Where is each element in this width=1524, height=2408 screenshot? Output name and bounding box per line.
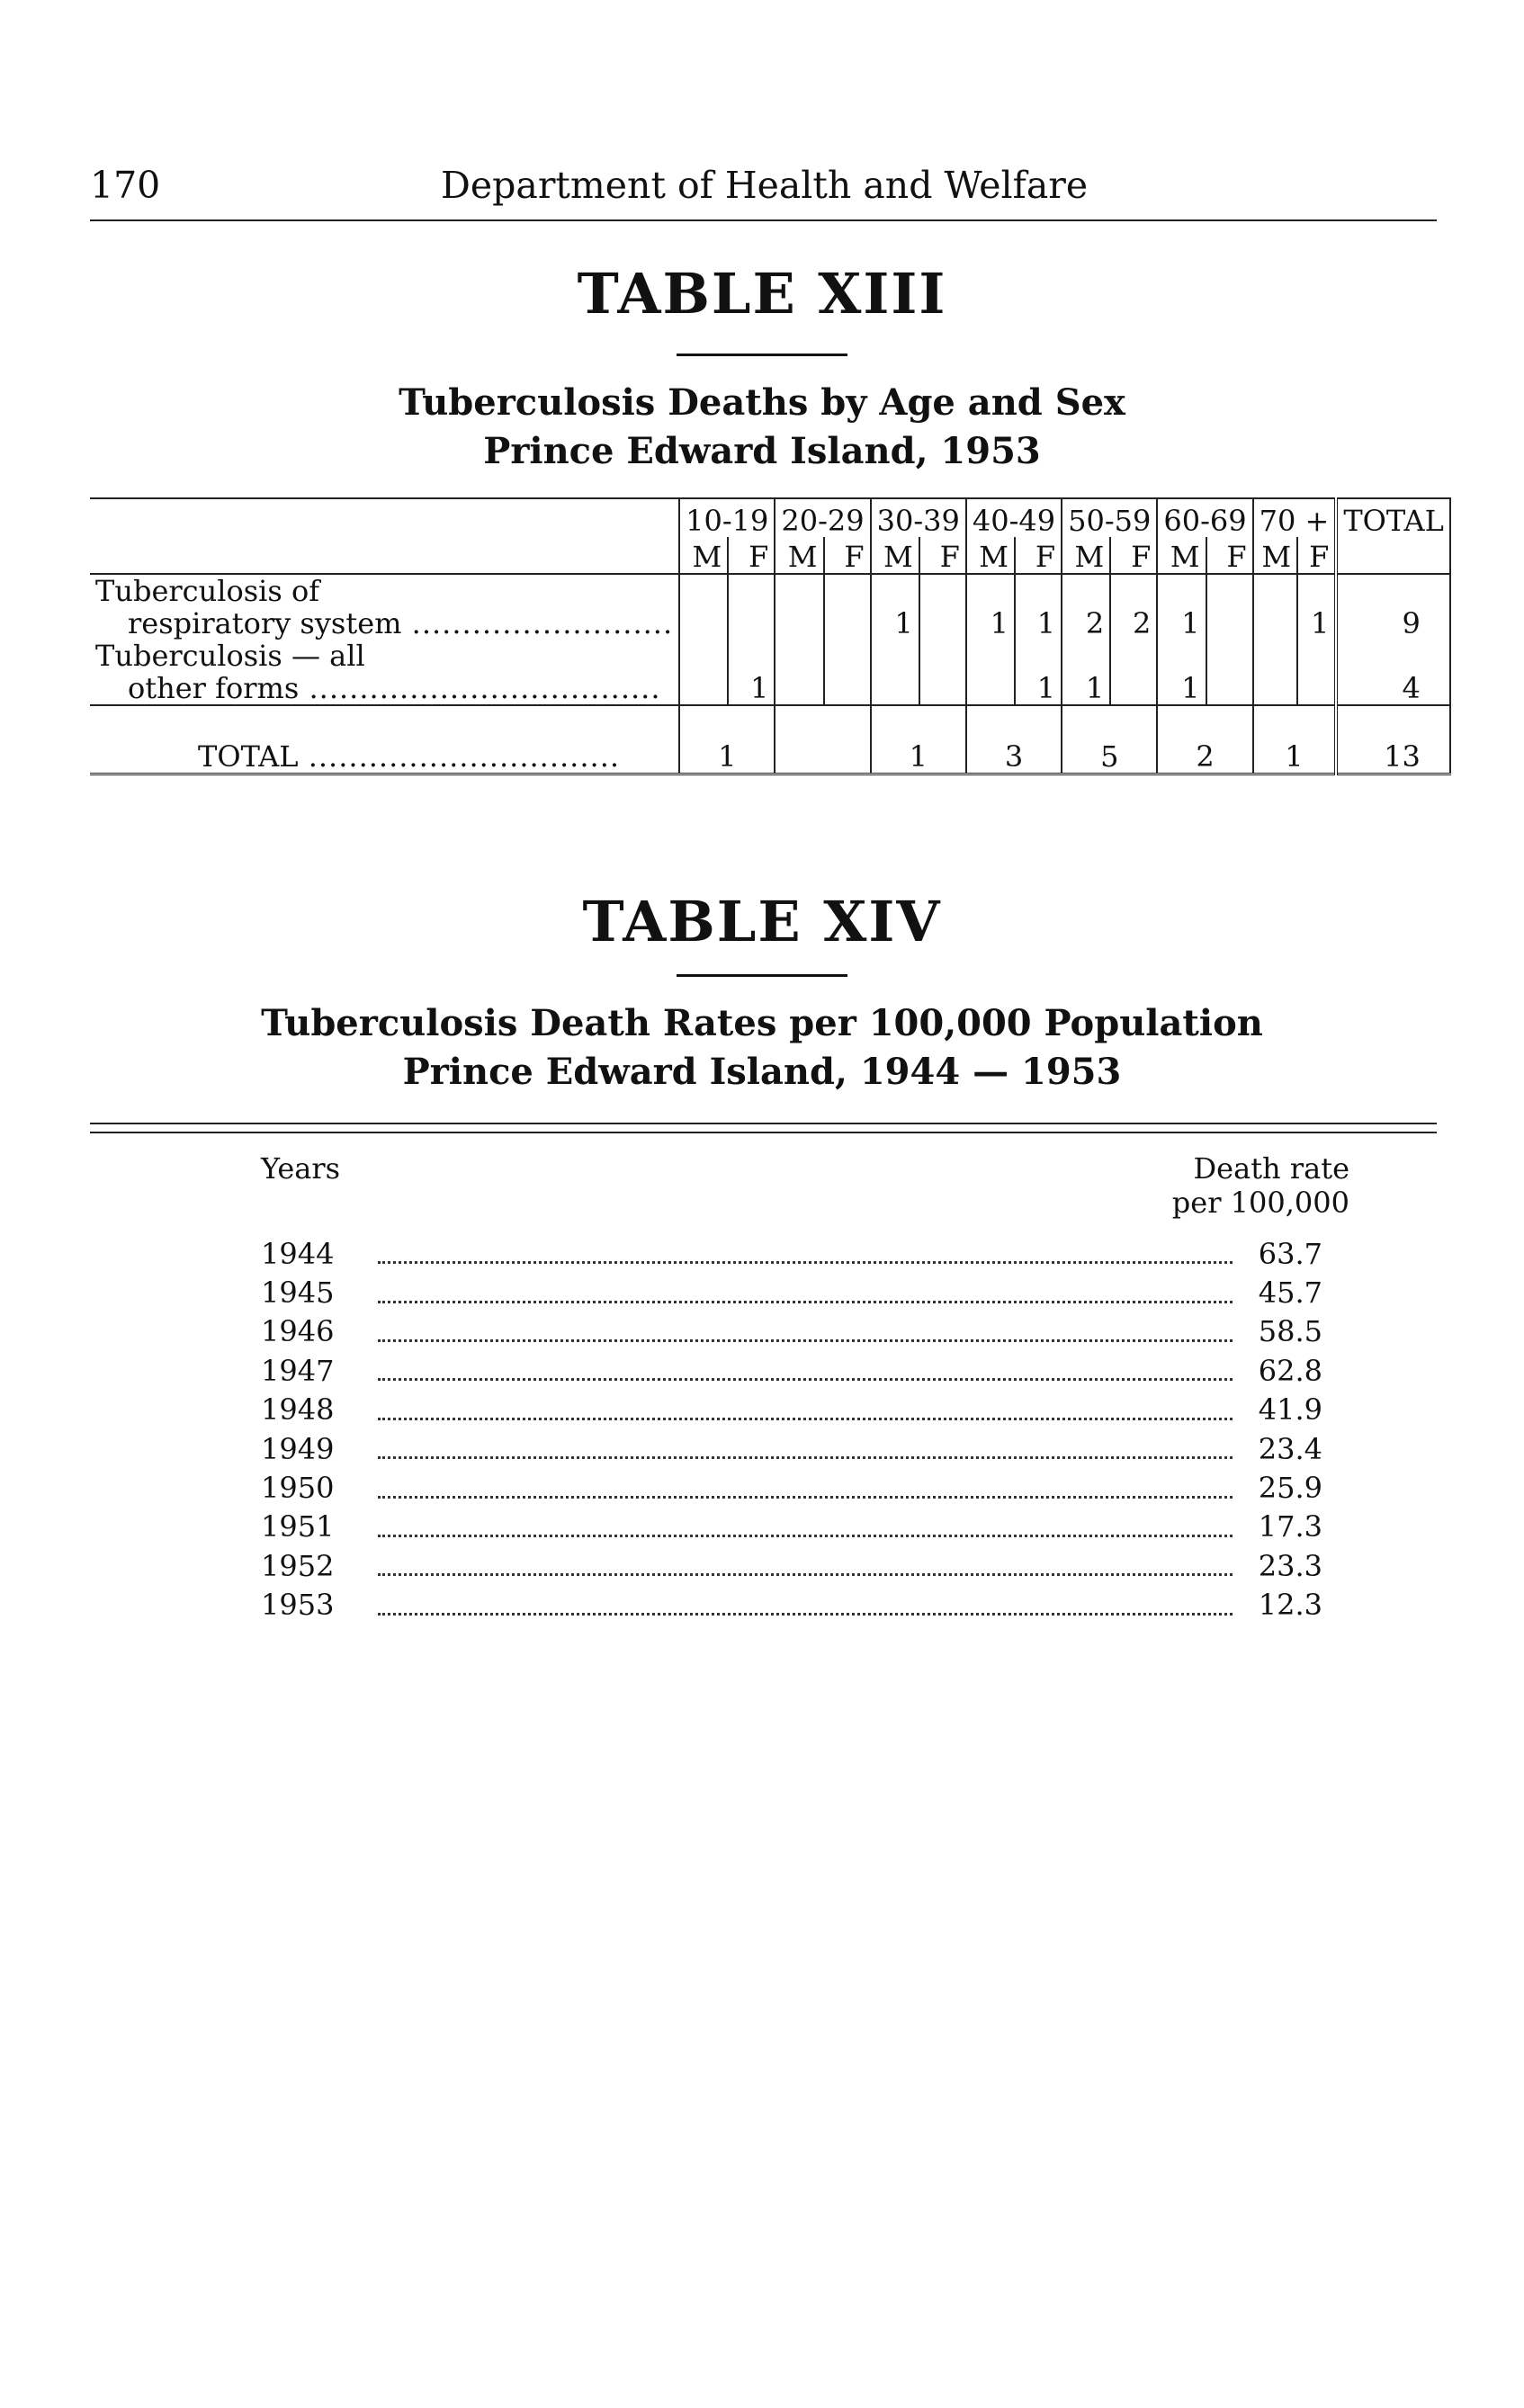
year-cell: 1949 [261,1431,335,1466]
spacer-cell [90,705,679,733]
spacer-cell [679,705,775,733]
age-group-header: 70 + [1253,498,1337,537]
table-13-corner-cell [90,498,679,537]
year-cell: 1951 [261,1509,335,1544]
table-cell [824,574,871,640]
sex-header: F [1110,537,1157,574]
table-cell: 1 [1157,574,1206,640]
running-title: Department of Health and Welfare [441,164,1089,207]
table-13-title: TABLE XIII [577,261,947,327]
rate-cell: 58.5 [1258,1314,1322,1349]
table-cell: 1 [1062,640,1110,705]
spacer-cell [1157,705,1252,733]
table-13-corner-cell [90,537,679,574]
table-14-top-rule [90,1123,1437,1133]
table-cell [1297,640,1336,705]
table-13-title-rule [677,354,847,356]
row-total: 4 [1336,640,1450,705]
leader-dots: ................................... [299,671,661,705]
page-number: 170 [90,164,161,207]
sex-header: F [824,537,871,574]
sex-header: M [1253,537,1298,574]
year-cell: 1953 [261,1588,335,1623]
row-label [90,640,679,705]
rate-cell: 23.3 [1258,1548,1322,1583]
row-label-line2: respiratory system [128,606,402,640]
header-rule [90,219,1437,221]
table-14-subtitle-1: Tuberculosis Death Rates per 100,000 Population [261,1002,1263,1044]
table-13-spacer-row [90,705,1450,733]
spacer-cell [1062,705,1157,733]
age-group-header: 40-49 [966,498,1062,537]
table-cell [728,574,775,640]
row-label-line1: Tuberculosis — all [95,639,365,673]
sex-header: M [871,537,919,574]
leader-dots [369,1429,1242,1468]
age-group-header: 50-59 [1062,498,1157,537]
table-row [261,1508,1322,1546]
leader-dots [369,1234,1242,1273]
year-cell: 1944 [261,1236,335,1271]
table-cell [775,640,823,705]
table-row [90,640,1450,705]
leader-dots [369,1508,1242,1546]
table-row [90,574,1450,640]
table-cell [679,574,728,640]
years-column-header: Years [261,1151,341,1186]
row-label-line2: other forms [128,671,300,705]
rate-cell: 41.9 [1258,1392,1322,1428]
sex-header: F [919,537,966,574]
table-cell [679,640,728,705]
sex-header: F [1297,537,1336,574]
table-cell: 1 [1297,574,1336,640]
table-cell [919,574,966,640]
table-row [261,1546,1322,1585]
table-row [261,1234,1322,1273]
table-row [261,1391,1322,1429]
age-total [775,733,870,774]
table-13-subtitle-1: Tuberculosis Deaths by Age and Sex [399,381,1125,424]
rate-cell: 23.4 [1258,1431,1322,1466]
age-total: 2 [1157,733,1252,774]
age-total: 1 [1253,733,1337,774]
total-column-header: TOTAL [1336,498,1450,537]
table-cell: 1 [966,574,1015,640]
age-group-header: 20-29 [775,498,870,537]
leader-dots [369,1391,1242,1429]
year-cell: 1950 [261,1471,335,1506]
total-row-label-wrap [90,733,679,774]
table-cell: 1 [1015,640,1062,705]
sex-header: M [1062,537,1110,574]
table-row [261,1468,1322,1507]
leader-dots [369,1586,1242,1625]
sex-header: M [1157,537,1206,574]
row-total: 9 [1336,574,1450,640]
age-total: 1 [679,733,775,774]
age-total: 3 [966,733,1062,774]
spacer-cell [1253,705,1337,733]
rate-header-line1: Death rate [1193,1151,1349,1186]
rate-cell: 17.3 [1258,1509,1322,1544]
total-row-label: TOTAL [198,739,299,774]
table-14-subtitle-2: Prince Edward Island, 1944 — 1953 [402,1051,1122,1093]
leader-dots [369,1312,1242,1351]
leader-dots: ............................... [298,739,621,774]
table-13-subtitle-2: Prince Edward Island, 1953 [483,430,1041,472]
total-column-header-blank [1336,537,1450,574]
table-cell: 1 [728,640,775,705]
rate-cell: 25.9 [1258,1471,1322,1506]
year-cell: 1948 [261,1392,335,1428]
age-total: 1 [871,733,966,774]
table-cell [871,640,919,705]
leader-dots: .......................... [401,606,674,640]
table-cell [1110,640,1157,705]
table-13-total-row [90,733,1450,774]
table-cell [775,574,823,640]
row-label-line2-wrap [95,607,673,640]
grand-total: 13 [1336,733,1450,774]
year-cell: 1946 [261,1314,335,1349]
table-cell [966,640,1015,705]
spacer-cell [966,705,1062,733]
table-cell [919,640,966,705]
leader-dots [369,1351,1242,1390]
table-13-header-row [90,498,1450,537]
running-header [90,164,1439,214]
row-label [90,574,679,640]
leader-dots [369,1468,1242,1507]
rate-header-line2: per 100,000 [1171,1186,1349,1220]
age-group-header: 10-19 [679,498,775,537]
sex-header: M [775,537,823,574]
table-cell [1253,640,1298,705]
year-cell: 1945 [261,1276,335,1311]
table-cell: 1 [1015,574,1062,640]
age-total: 5 [1062,733,1157,774]
table-row [261,1586,1322,1625]
table-cell: 1 [871,574,919,640]
spacer-cell [871,705,966,733]
row-label-line2-wrap [95,672,673,704]
table-cell [1206,574,1253,640]
sex-header: M [679,537,728,574]
spacer-cell [775,705,870,733]
year-cell: 1952 [261,1548,335,1583]
rate-column-header [1080,1151,1349,1220]
leader-dots [369,1273,1242,1311]
table-14-title-rule [677,974,847,977]
table-cell: 2 [1110,574,1157,640]
sex-header: M [966,537,1015,574]
leader-dots [369,1546,1242,1585]
row-label-line1: Tuberculosis of [95,574,320,608]
rate-cell: 63.7 [1258,1236,1322,1271]
table-cell [824,640,871,705]
table-row [261,1351,1322,1390]
age-group-header: 30-39 [871,498,966,537]
table-13-sex-row [90,537,1450,574]
table-cell: 1 [1157,640,1206,705]
sex-header: F [1015,537,1062,574]
table-row [261,1273,1322,1311]
table-cell [1206,640,1253,705]
table-14 [261,1234,1322,1625]
rate-cell: 12.3 [1258,1588,1322,1623]
year-cell: 1947 [261,1353,335,1388]
table-row [261,1429,1322,1468]
table-14-title: TABLE XIV [582,889,942,954]
age-group-header: 60-69 [1157,498,1252,537]
sex-header: F [1206,537,1253,574]
table-13 [90,497,1451,775]
spacer-cell [1336,705,1450,733]
rate-cell: 45.7 [1258,1276,1322,1311]
sex-header: F [728,537,775,574]
table-row [261,1312,1322,1351]
rate-cell: 62.8 [1258,1353,1322,1388]
table-cell: 2 [1062,574,1110,640]
table-cell [1253,574,1298,640]
